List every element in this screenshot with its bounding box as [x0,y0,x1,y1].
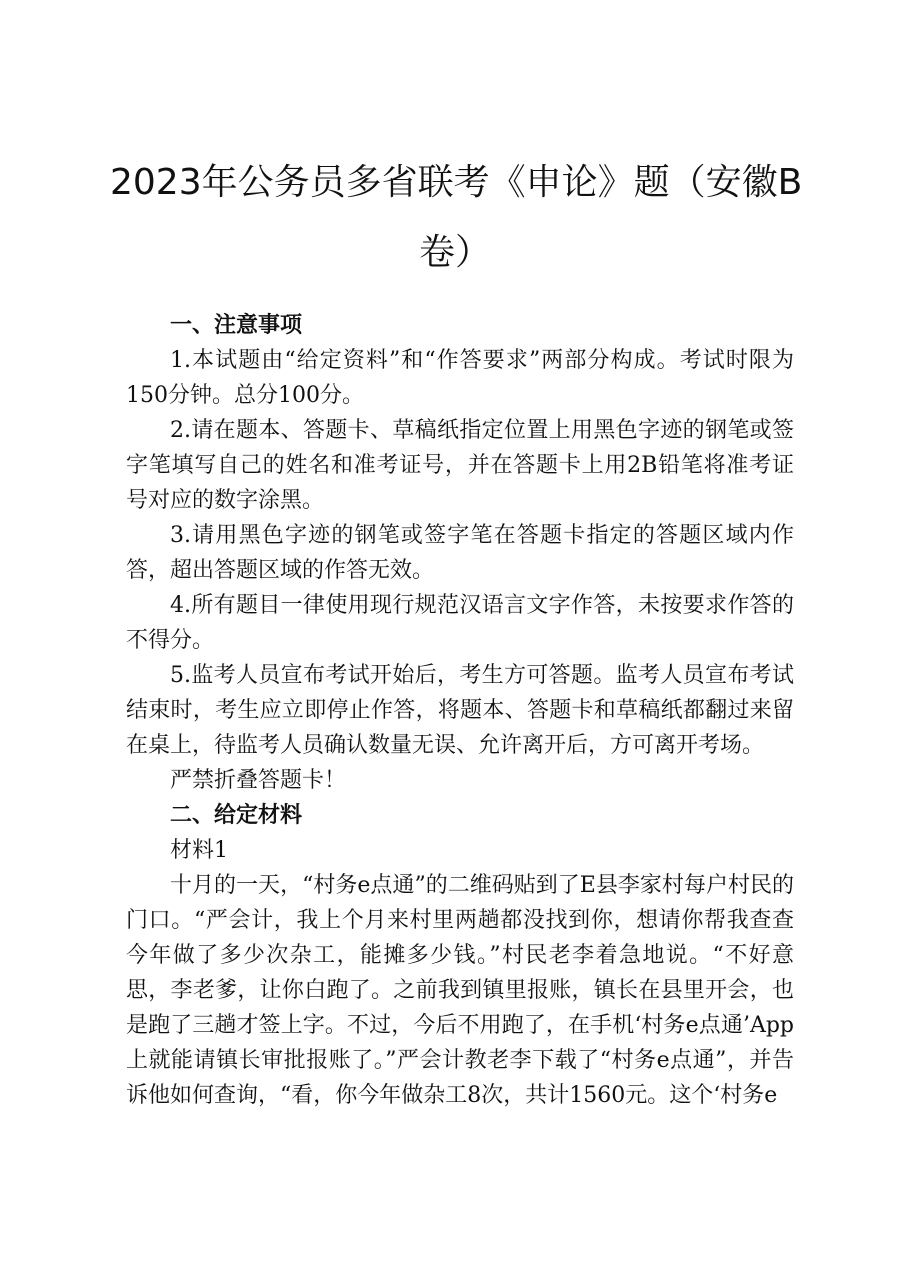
document-title [110,148,803,288]
title-line-2: 卷） [418,232,491,273]
note-item-2: 2.请在题本、答题卡、草稿纸指定位置上用黑色字迹的钢笔或签字笔填写自己的姓名和准考证号，并在答题卡上用2B铅笔将准考证号对应的数字涂黑。 [126,418,794,513]
section-heading-notes: 一、注意事项 [170,313,303,338]
material-label: 材料1 [170,838,228,863]
section-heading-materials: 二、给定材料 [170,803,303,828]
note-item-5: 5.监考人员宣布考试开始后，考生方可答题。监考人员宣布考试结束时，考生应立即停止作答，将题本、答题卡和草稿纸都翻过来留在桌上，待监考人员确认数量无误、允许离开后，方可离开考场。 [126,663,794,758]
material-paragraph: 十月的一天，“村务e点通”的二维码贴到了E县李家村每户村民的门口。“严会计，我上个月来村里两趟都没找到你，想请你帮我查查今年做了多少次杂工，能摊多少钱。”村民老李着急地说。“不好意思，李老爹，让你白跑了。之前我到镇里报账，镇长在县里开会，也是跑了三趟才签上字。不过，今后不用跑了，在手机‘村务e点通’App上就能请镇长审批报账了。”严会计教老李下载了“村务e点通”，并告诉他如何查询，“看，你今年做杂工8次，共计1560元。这个‘村务e [126,873,794,1108]
note-item-4: 4.所有题目一律使用现行规范汉语言文字作答，未按要求作答的不得分。 [126,593,794,653]
note-item-1: 1.本试题由“给定资料”和“作答要求”两部分构成。考试时限为150分钟。总分100分。 [126,348,794,408]
document-body [126,308,794,1113]
note-item-3: 3.请用黑色字迹的钢笔或签字笔在答题卡指定的答题区域内作答，超出答题区域的作答无效。 [126,523,794,583]
note-warning: 严禁折叠答题卡！ [170,768,347,793]
title-line-1: 2023年公务员多省联考《申论》题（安徽B [110,162,803,203]
